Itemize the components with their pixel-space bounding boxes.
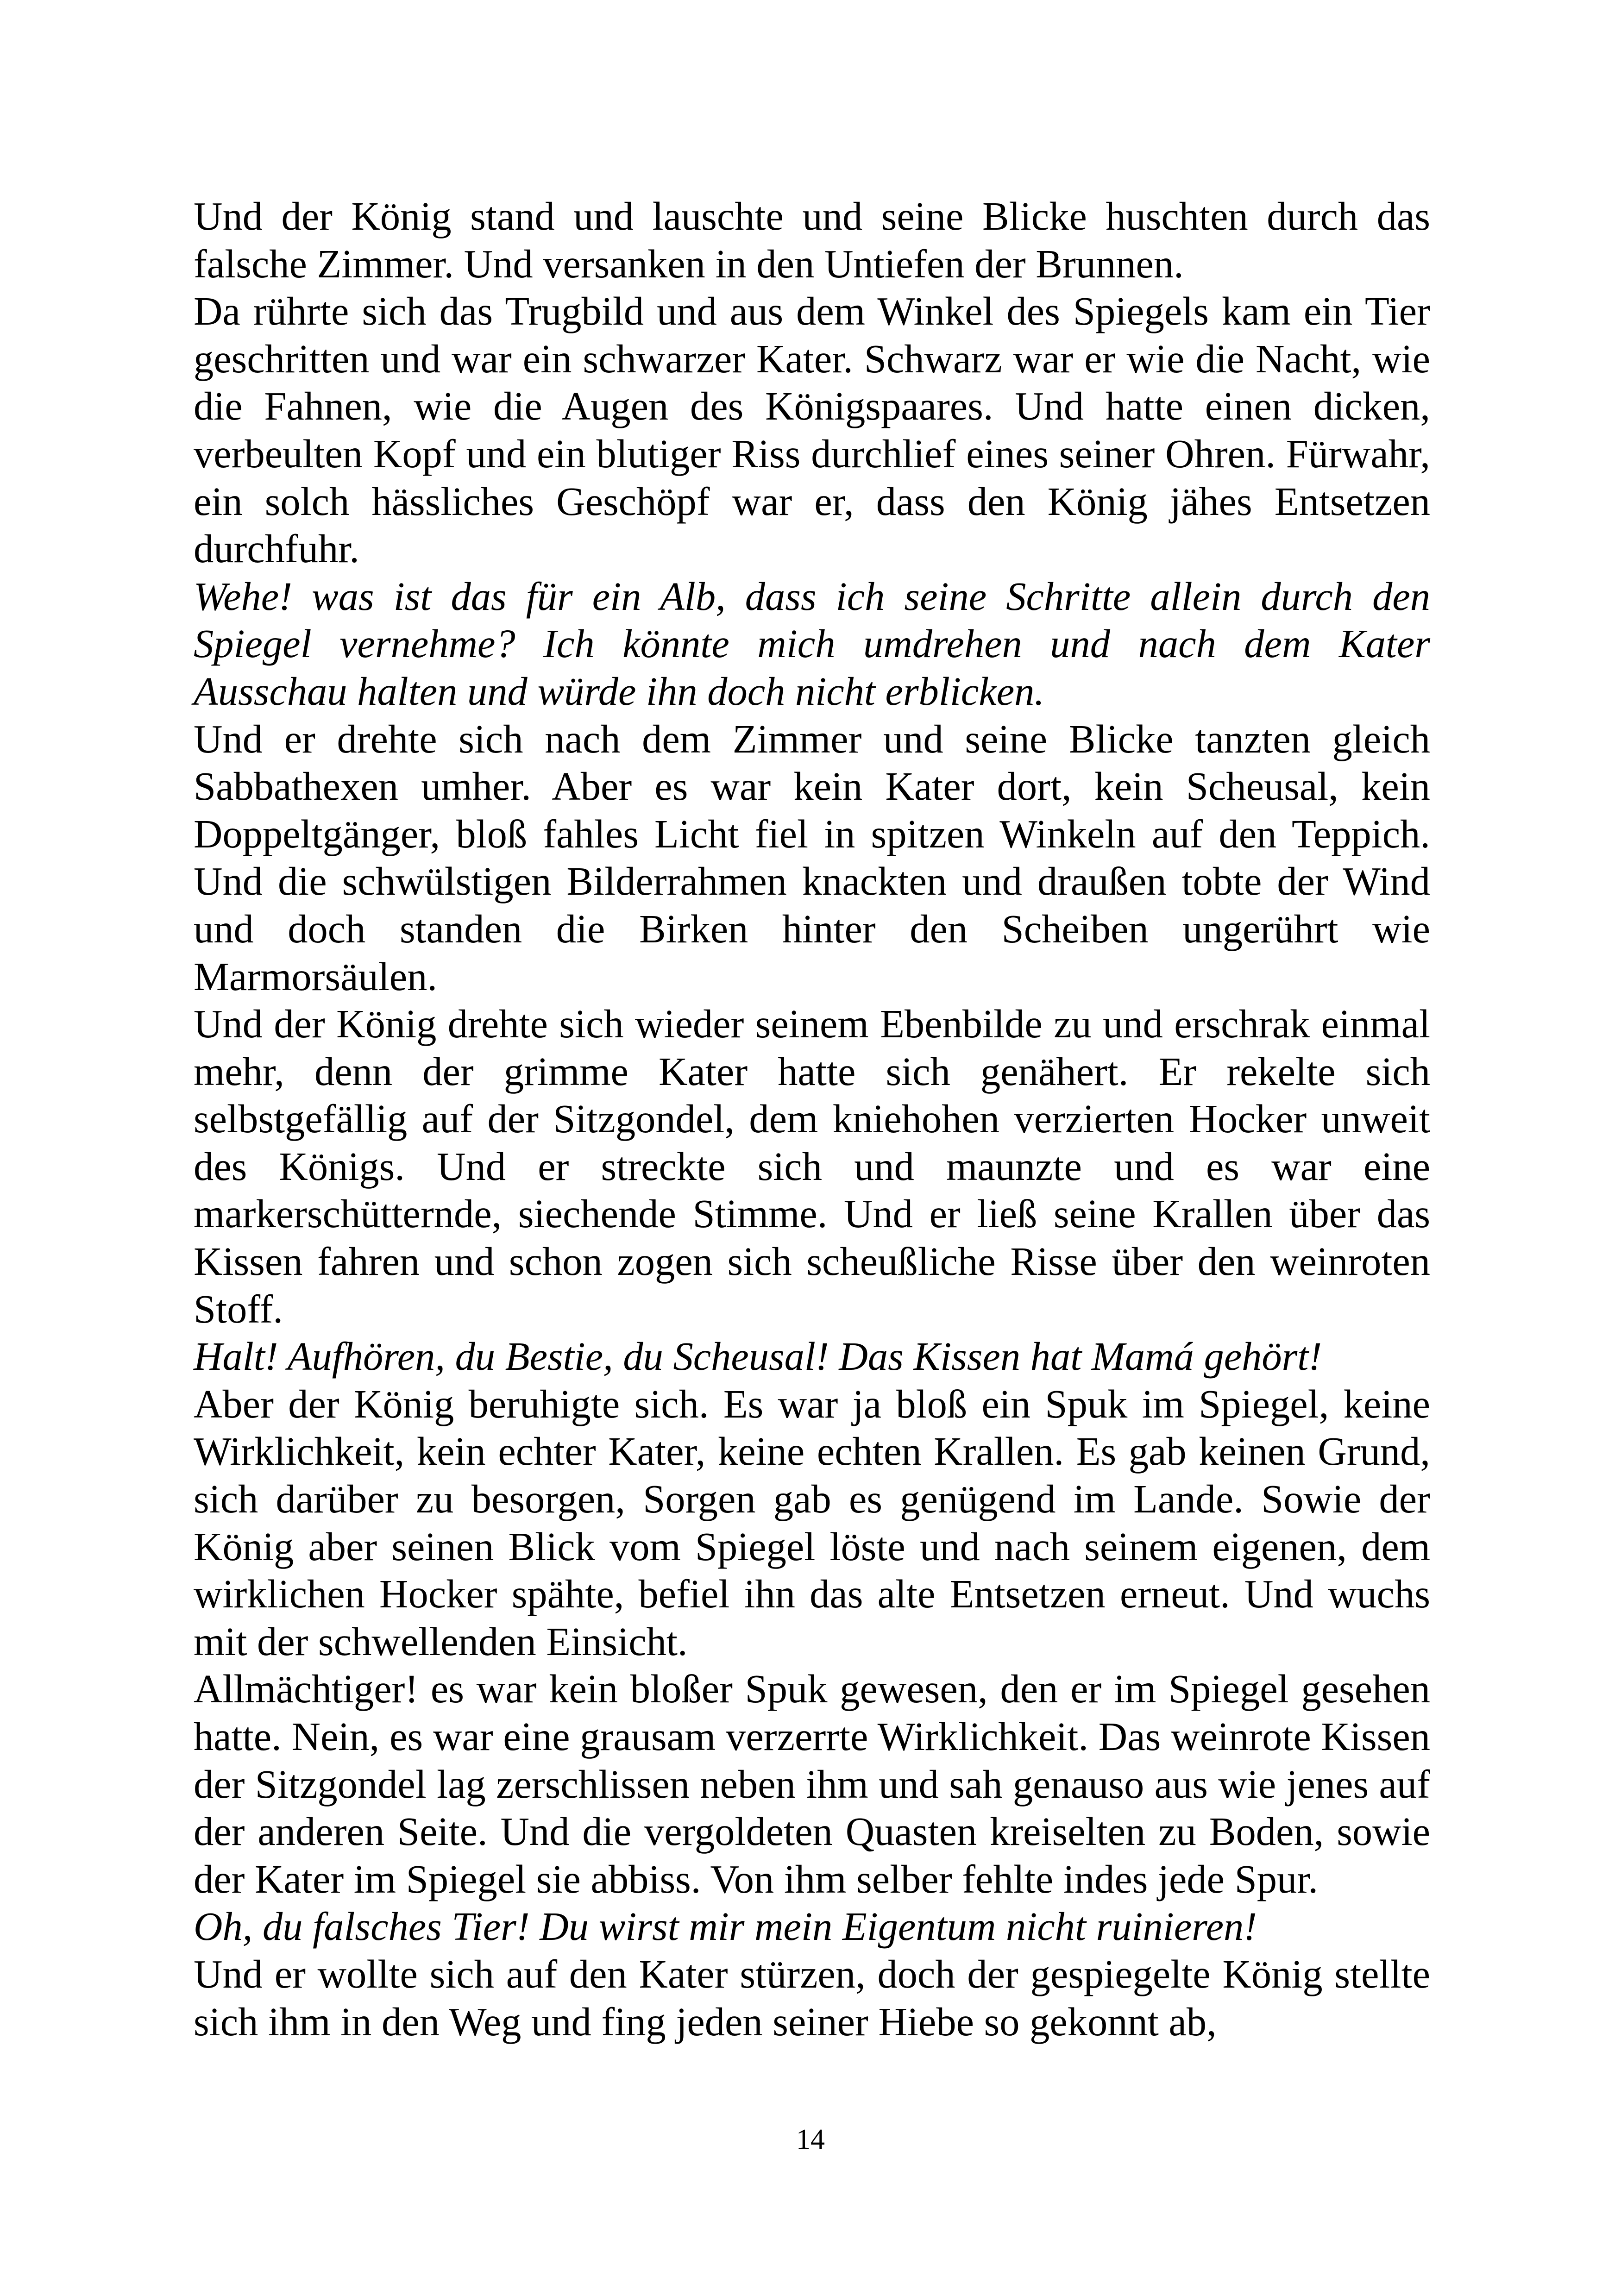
paragraph: Und der König drehte sich wieder seinem Ebenbilde zu und erschrak einmal mehr, denn der grimme Kater hatte sich genähert. Er rekelte sich selbstgefällig auf der Sitzgondel, dem kniehohen verzierten Hocker unweit des Königs. Und er streckte sich und maunzte und es war eine markerschütternde, siechende Stimme. Und er ließ seine Krallen über das Kissen fahren und schon zogen sich scheußliche Risse über den weinroten Stoff. [194, 1002, 1430, 1331]
paragraph: Allmächtiger! es war kein bloßer Spuk gewesen, den er im Spiegel gesehen hatte. Nein, es war eine grausam verzerrte Wirklichkeit. Das weinrote Kissen der Sitzgondel lag zerschlissen neben ihm und sah genauso aus wie jenes auf der anderen Seite. Und die vergoldeten Quasten kreiselten zu Boden, sowie der Kater im Spiegel sie abbiss. Von ihm selber fehlte indes jede Spur. [194, 1667, 1430, 1901]
paragraph: Und er drehte sich nach dem Zimmer und seine Blicke tanzten gleich Sabbathexen umher. Aber es war kein Kater dort, kein Scheusal, kein Doppeltgänger, bloß fahles Licht fiel in spitzen Winkeln auf den Teppich. Und die schwülstigen Bilderrahmen knackten und draußen tobte der Wind und doch standen die Birken hinter den Scheiben ungerührt wie Marmorsäulen. [194, 716, 1430, 999]
italic-paragraph: Oh, du falsches Tier! Du wirst mir mein Eigentum nicht ruinieren! [194, 1904, 1257, 1949]
italic-paragraph: Halt! Aufhören, du Bestie, du Scheusal! Das Kissen hat Mamá gehört! [194, 1334, 1322, 1379]
paragraph: Da rührte sich das Trugbild und aus dem Winkel des Spiegels kam ein Tier geschritten und war ein schwarzer Kater. Schwarz war er wie die Nacht, wie die Fahnen, wie die Augen des Königspaares. Und hatte einen dicken, verbeulten Kopf und ein blutiger Riss durchlief eines seiner Ohren. Fürwahr, ein solch hässliches Geschöpf war er, dass den König jähes Entsetzen durchfuhr. [194, 289, 1430, 571]
paragraph: Aber der König beruhigte sich. Es war ja bloß ein Spuk im Spiegel, keine Wirklichkeit, kein echter Kater, keine echten Krallen. Es gab keinen Grund, sich darüber zu besorgen, Sorgen gab es genügend im Lande. Sowie der König aber seinen Blick vom Spiegel löste und nach seinem eigenen, dem wirklichen Hocker spähte, befiel ihn das alte Entsetzen erneut. Und wuchs mit der schwellenden Einsicht. [194, 1381, 1430, 1664]
italic-paragraph: Wehe! was ist das für ein Alb, dass ich seine Schritte allein durch den Spiegel vernehme? Ich könnte mich umdrehen und nach dem Kater Ausschau halten und würde ihn doch nicht erblicken. [194, 574, 1430, 714]
paragraph: Und der König stand und lauschte und seine Blicke huschten durch das falsche Zimmer. Und versanken in den Untiefen der Brunnen. [194, 194, 1430, 286]
paragraph: Und er wollte sich auf den Kater stürzen, doch der gespiegelte König stellte sich ihm in den Weg und fing jeden seiner Hiebe so gekonnt ab, [194, 1951, 1430, 2044]
page-number: 14 [796, 2124, 825, 2155]
body-text [194, 193, 1430, 2045]
